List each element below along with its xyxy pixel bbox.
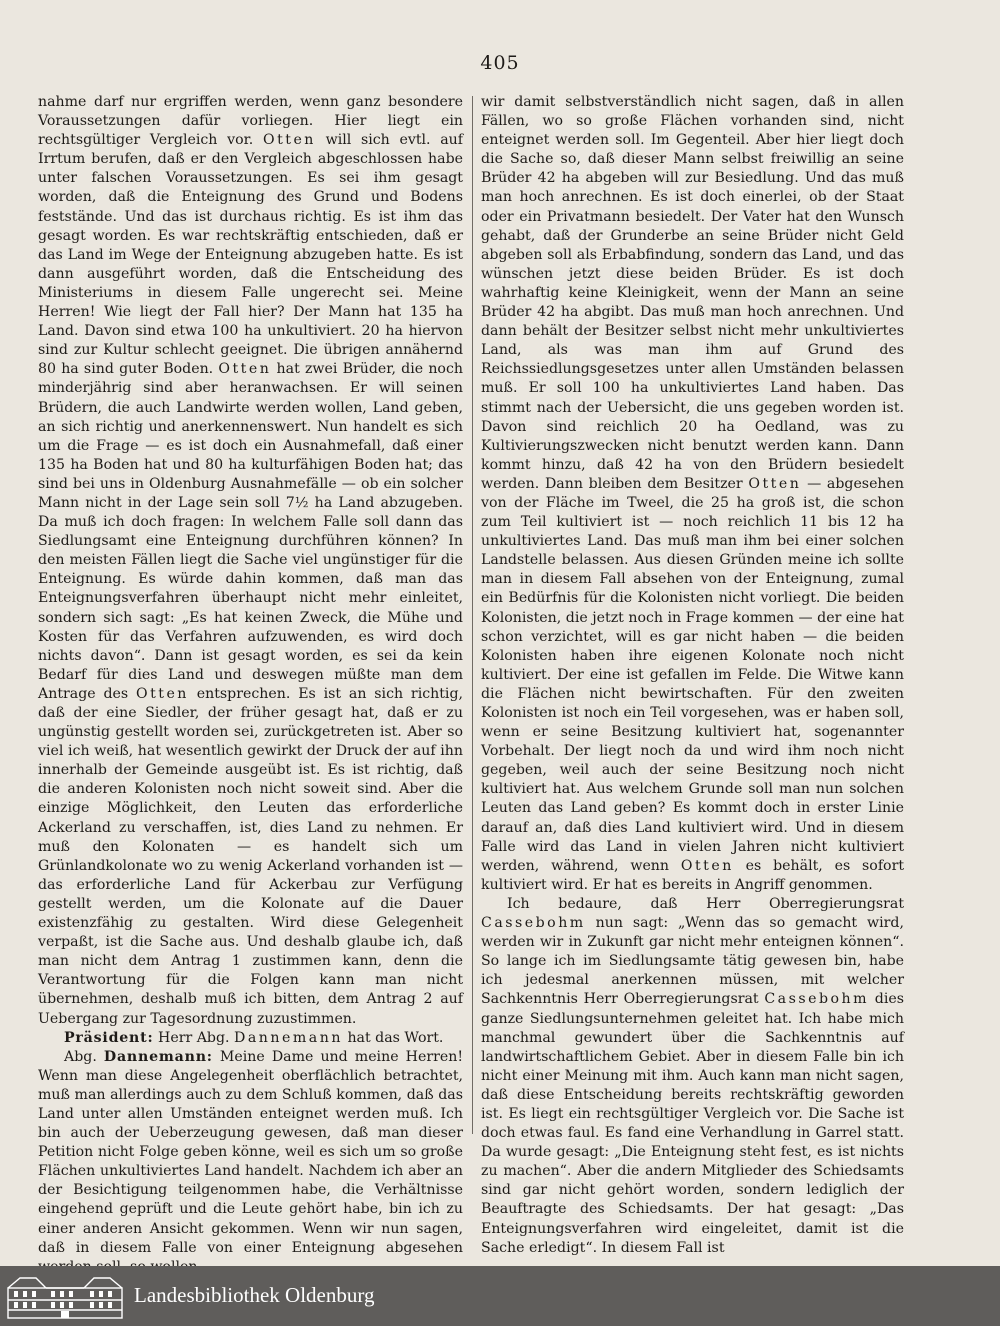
person-name: Dannemann — [234, 1029, 343, 1046]
right-column — [481, 93, 905, 1256]
person-name: Otten — [135, 685, 189, 702]
column-divider — [472, 96, 473, 1134]
left-column — [38, 93, 464, 1256]
person-name: Otten — [262, 132, 316, 149]
text-run: — abgesehen von der Fläche im Tweel, die 25 ha groß ist, die schon zum Teil kultiviert ist — noch reichlich 11 bis 12 ha unkultiviertes Land. Das muß man ihm bei einer solchen Landstelle belassen. Aus diesen Gründen meine ich sollte man in diesem Fall absehen von der Enteignung, zumal ein Bedürfnis für die Kolonisten nicht vorliegt. Die beiden Kolonisten, die jetzt noch in Frage kommen — der eine hat schon verzichtet, will es gar nicht haben — die beiden Kolonisten haben ihre eigenen Kolonate noch nicht kultiviert. Der eine ist gefallen im Felde. Die Witwe kann die Flächen nicht bewirtschaften. Für den zweiten Kolonisten ist noch ein Teil vorgesehen, was er haben soll, wenn er seine Besitzung kultiviert hat, sogenannter Vorbehalt. Der liegt noch da und wird ihm noch nicht gegeben, weil auch der seine Besitzung noch nicht kultiviert hat. Aus welchem Grunde soll man nun solchen Leuten das Land geben? Es kommt doch in erster Linie darauf an, daß dies Land kultiviert wird. Und in diesem Falle wird das Land in vielen Jahren nicht kultiviert werden, während, wenn — [481, 475, 905, 874]
library-building-icon — [6, 1274, 124, 1320]
text-run: hat das Wort. — [347, 1029, 444, 1046]
library-name[interactable]: Landesbibliothek Oldenburg — [134, 1283, 375, 1307]
page-number: 405 — [480, 52, 520, 74]
text-run: Abg. — [64, 1048, 97, 1065]
text-run: will sich evtl. auf Irrtum berufen, daß er den Vergleich abgeschlossen habe unter falschen Voraussetzungen. Es sei ihm gesagt worden, daß die Enteignung des Grund und Bodens feststände. Und das ist durchaus richtig. Es ist ihm das gesagt worden. Es war rechtskräftig entschieden, daß er das Land im Wege der Enteignung abzugeben hatte. Es ist dann ausgeführt worden, daß die Entscheidung des Ministeriums in diesem Falle ungerecht sei. Meine Herren! Wie liegt der Fall hier? Der Mann hat 135 ha Land. Davon sind etwa 100 ha unkultiviert. 20 ha hiervon sind zur Kultur schlecht geeignet. Die übrigen annähernd 80 ha sind guter Boden. — [38, 132, 464, 378]
left-paragraph-2 — [38, 1029, 463, 1048]
person-name: Cassebohm — [481, 915, 586, 932]
right-paragraph-2 — [481, 895, 904, 1258]
person-name: Otten — [680, 857, 734, 874]
left-paragraph-3 — [38, 1048, 463, 1277]
speaker-label: Präsident: — [64, 1029, 154, 1046]
text-run: Herr Abg. — [158, 1029, 230, 1046]
speaker-label: Dannemann: — [103, 1048, 213, 1065]
person-name: Otten — [748, 475, 802, 492]
text-run: Meine Dame und meine Herren! Wenn man diese Angelegenheit oberflächlich betrachtet, muß man allerdings auch zu dem Schluß kommen, daß das Land unter allen Umständen enteignet werden muß. Ich bin auch der Ueberzeugung gewesen, daß man dieser Petition nicht Folge geben könne, weil es sich um so große Flächen unkultiviertes Land handelt. Nachdem ich aber an der Besichtigung teilgenommen habe, die Verhältnisse eingehend geprüft und die Leute gehört habe, bin ich zu einer anderen Ansicht gekommen. Wenn wir nun sagen, daß in diesem Falle von einer Enteignung abgesehen — [38, 1048, 464, 1256]
text-run: wir damit selbstverständlich nicht sagen, daß in allen Fällen, wo so große Flächen vorhanden sind, nicht enteignet werden soll. Im Gegenteil. Aber hier liegt doch die Sache so, daß dieser Mann selbst freiwillig an seine Brüder 42 ha abgeben will zur Besiedlung. Und das muß man hoch anrechnen. Es ist doch einerlei, ob der Staat oder ein Privatmann besiedelt. Der Vater hat den Wunsch gehabt, daß der Grunderbe an seine Brüder nicht Geld abgeben soll als Erbabfindung, sondern das Land, und das wünschen jetzt diese beiden Brüder. Es ist doch wahrhaftig keine Kleinigkeit, wenn der Mann an seine Brüder 42 ha abgibt. Das muß man hoch anrechnen. Und dann behält der Besitzer selbst nicht mehr unkultiviertes Land, als was man ihm auf Grund des Reichssiedlungsgesetzes unter allen Umständen belassen muß. Er soll 100 ha unkultiviertes Land haben. Das stimmt nach der Uebersicht, die uns gegeben worden ist. Davon sind reichlich 20 ha Oedland, was zu Kultivierungszwecken nicht benutzt werden kann. Dann kommt hinzu, daß 42 ha von den Brüdern besiedelt werden. Dann bleiben dem Besitzer — [481, 94, 904, 492]
text-run: dies ganze Siedlungsunternehmen geleitet hat. Ich habe mich manchmal gewundert über die Sachkenntnis auf landwirtschaftlichem Gebiet. Aber in diesem Falle bin ich nicht einer Meinung mit ihm. Auch kann man nicht sagen, daß diese Entscheidung bereits rechtskräftig geworden ist. Es liegt ein rechtsgültiger Vergleich vor. Die Sache ist doch etwas faul. Es fand eine Verhandlung in Garrel statt. Da wurde gesagt: „Die Enteignung steht fest, es ist nichts zu machen“. Aber die andern Mitglieder des Schiedsamts sind gar nicht gehört worden, sondern lediglich der Beauftragte des Schiedsamts. Der hat gesagt: „Das Enteignungsverfahren wird eingeleitet, damit ist die Sache erledigt“. In diesem Fall ist — [481, 991, 904, 1256]
library-footer — [0, 1266, 1000, 1326]
right-paragraph-1 — [481, 93, 904, 895]
person-name: Otten — [218, 361, 272, 378]
text-run: es behält, es sofort kultiviert wird. Er hat es bereits in Angriff genommen. — [481, 857, 905, 893]
text-run: Ich bedaure, daß Herr Oberregierungsrat — [507, 895, 904, 912]
text-run: nahme darf nur ergriffen werden, wenn ganz besondere Voraussetzungen dafür vorliegen. Hier liegt ein rechtsgültiger Vergleich vor. — [38, 94, 463, 149]
person-name: Cassebohm — [764, 991, 870, 1008]
left-paragraph-1 — [38, 93, 463, 1029]
text-run: nun sagt: „Wenn das so gemacht wird, werden wir in Zukunft gar nicht mehr enteignen können“. So lange ich im Siedlungsamte tätig gewesen bin, habe ich jedesmal anerkennen müssen, mit welcher Sachkenntnis Herr Oberregierungsrat — [481, 915, 904, 1008]
text-run: hat zwei Brüder, die noch minderjährig sind aber heranwachsen. Er will seinen Brüdern, die auch Landwirte werden wollen, Land geben, an sich richtig und anerkennenswert. Nun handelt es sich um die Frage — es ist doch ein Ausnahmefall, daß einer 135 ha Boden hat und 80 ha kulturfähigen Boden hat; das sind bei uns in Oldenburg Ausnahmefälle — ob ein solcher Mann nicht in der Lage sein soll 7½ ha Land abzugeben. Da muß ich doch fragen: In welchem Falle soll dann das Siedlungsamt eine Enteignung durchführen können? In den meisten Fällen liegt die Sache viel ungünstiger für die Enteignung. Es würde dahin kommen, daß man das Enteignungsverfahren überhaupt nicht mehr einleitet, sondern sich sagt: „Es hat keinen Zweck, die Mühe und Kosten für das Verfahren aufzuwenden, es wird doch nichts davon“. Dann ist gesagt worden, es sei da kein Bedarf für dies Land und deswegen müßte man dem Antrage des — [38, 361, 463, 702]
text-run: entsprechen. Es ist an sich richtig, daß der eine Siedler, der früher gesagt hat, daß er zu ungünstig gestellt worden sei, zurückgetreten ist. Aber so viel ich weiß, hat wesentlich gewirkt der Druck der auf ihn innerhalb der Gemeinde ausgeübt ist. Es ist richtig, daß die anderen Kolonisten noch nicht soweit sind. Aber die einzige Möglichkeit, den Leuten das erforderliche Ackerland zu verschaffen, ist, dies Land zu nehmen. Er muß den Kolonaten — es handelt sich um Grünlandkolonate wo zu wenig Ackerland vorhanden ist — das erforderliche Land für Ackerbau zur Verfügung gestellt werden, um die Kolonate auf die Dauer existenzfähig zu gestalten. Wird diese Gelegenheit verpaßt, ist die Sache aus. Und deshalb glaube ich, daß man nicht dem Antrag 1 zustimmen kann, denn die Verantwortung für die Folgen kann man nicht übernehmen, deshalb muß ich bitten, dem Antrag 2 auf Uebergang zur Tagesordnung zuzustimmen. — [38, 685, 463, 1027]
